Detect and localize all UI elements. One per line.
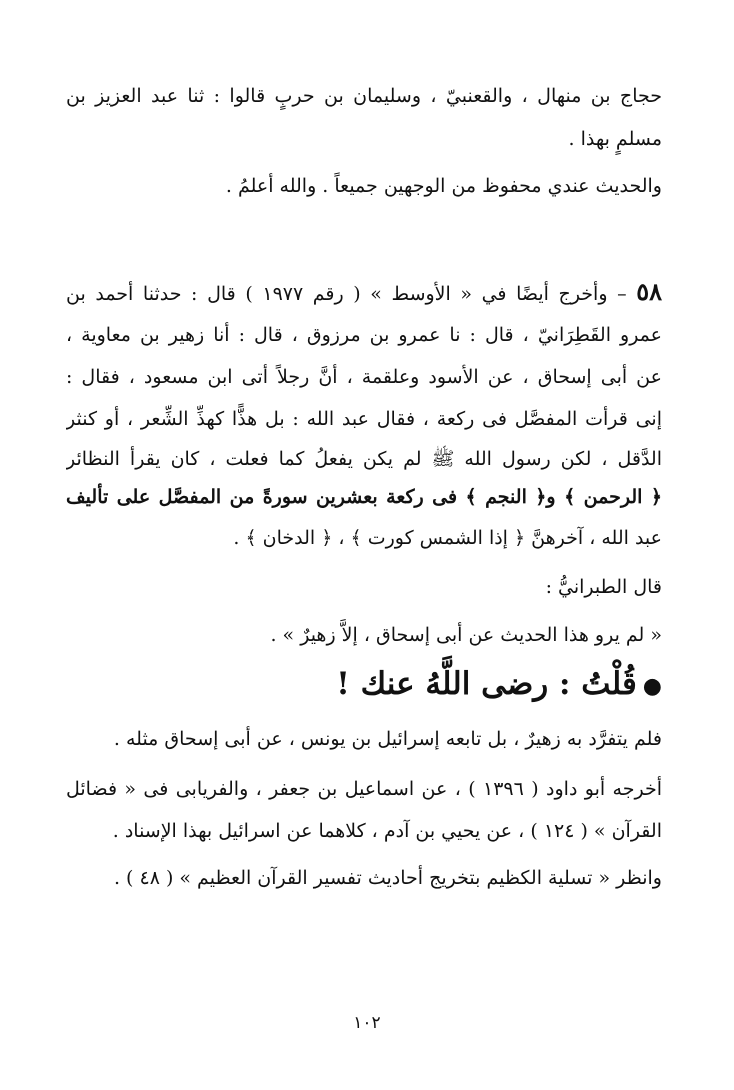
tabarani-label: قال الطبرانيُّ : bbox=[545, 576, 662, 598]
text-line: عبد الله ، آخرهنَّ ﴿ إذا الشمس كورت ﴾ ، ﴿ الدخان ﴾ . bbox=[233, 527, 662, 549]
bullet-icon: ● bbox=[642, 672, 662, 699]
text-line: فلم يتفرَّد به زهيرٌ ، بل تابعه إسرائيل بن يونس ، عن أبى إسحاق مثله . bbox=[113, 728, 662, 750]
text-line: والحديث عندي محفوظ من الوجهين جميعاً . والله أعلمُ . bbox=[225, 175, 662, 197]
hadith-first-line bbox=[66, 276, 662, 310]
text-line: عن أبى إسحاق ، عن الأسود وعلقمة ، أنَّ رجلاً أتى ابن مسعود ، فقال : bbox=[66, 366, 662, 388]
page-number: ١٠٢ bbox=[353, 1013, 381, 1033]
heading-text: قُلْتُ : رضى اللَّهُ عنك ! bbox=[336, 666, 637, 702]
tabarani-quote: « لم يرو هذا الحديث عن أبى إسحاق ، إلاَّ زهيرٌ » . bbox=[270, 624, 662, 646]
text-line: إنى قرأت المفصَّل فى ركعة ، فقال عبد الله : بل هذًّا كهذِّ الشِّعر ، أو كنثر bbox=[66, 408, 662, 430]
text-line: الدَّقل ، لكن رسول الله ﷺ لم يكن يفعلُ كما فعلت ، كان يقرأ النظائر bbox=[66, 448, 662, 470]
text-line: وانظر « تسلية الكظيم بتخريج أحاديث تفسير القرآن العظيم » ( ٤٨ ) . bbox=[113, 867, 662, 889]
qultu-heading bbox=[66, 662, 662, 708]
text-line: أخرجه أبو داود ( ١٣٩٦ ) ، عن اسماعيل بن جعفر ، والفريابى فى « فضائل bbox=[66, 778, 662, 800]
hadith-number: ٥٨ bbox=[636, 277, 662, 306]
text-line: القرآن » ( ١٢٤ ) ، عن يحيي بن آدم ، كلاهما عن اسرائيل بهذا الإسناد . bbox=[112, 820, 662, 842]
text-line: حجاج بن منهال ، والقعنبيّ ، وسليمان بن حربٍ قالوا : ثنا عبد العزيز بن bbox=[66, 85, 662, 107]
text-line: عمرو القَطِرَانيّ ، قال : نا عمرو بن مرزوق ، قال : أنا زهير بن معاوية ، bbox=[66, 324, 662, 346]
text-line: ﴿ الرحمن ﴾ و﴿ النجم ﴾ فى ركعة بعشرين سورةً من المفصَّل على تأليف bbox=[66, 486, 662, 508]
text-line: مسلمٍ بهذا . bbox=[568, 128, 662, 150]
text-line: – وأخرج أيضًا في « الأوسط » ( رقم ١٩٧٧ ) قال : حدثنا أحمد بن bbox=[66, 283, 627, 305]
